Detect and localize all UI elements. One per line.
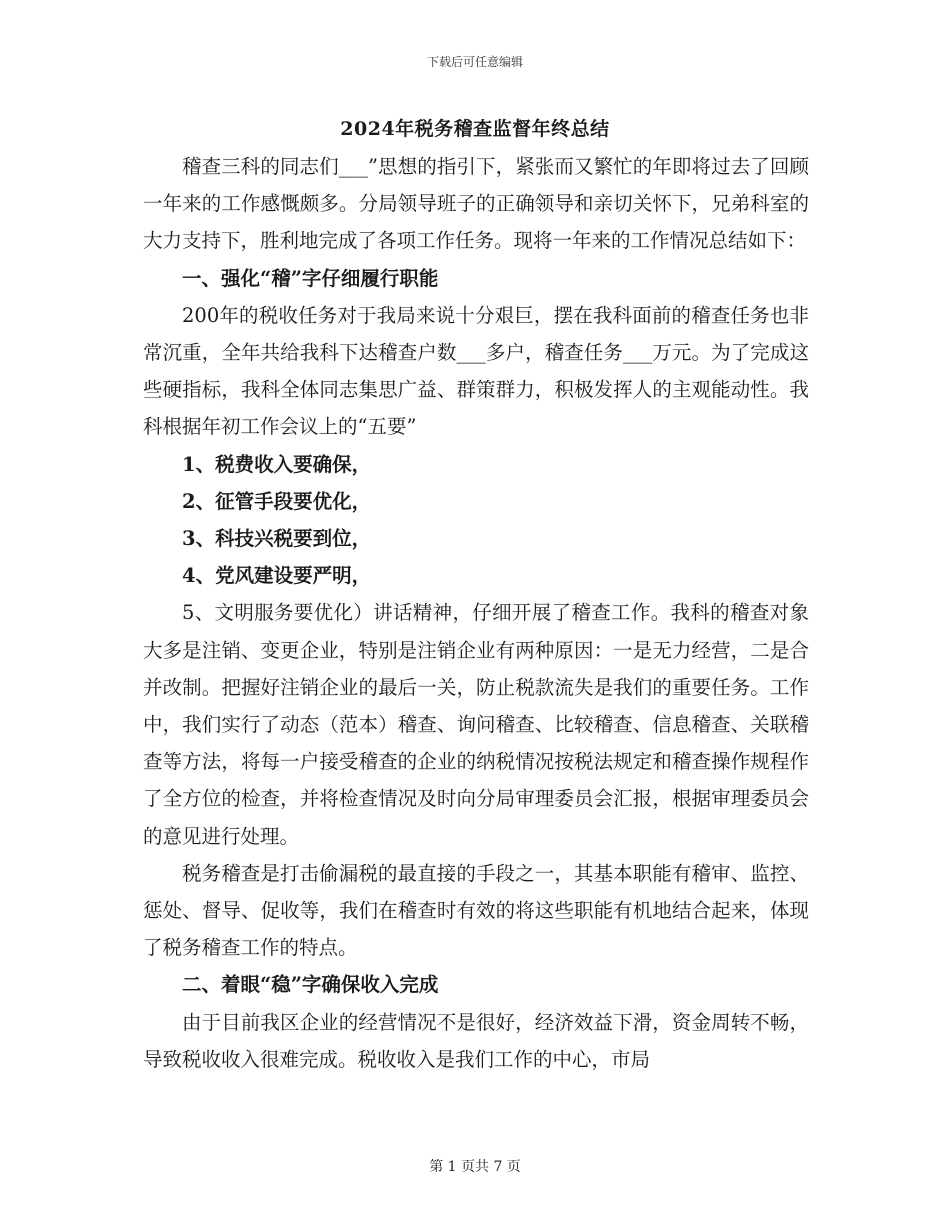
paragraph-functions: 税务稽查是打击偷漏税的最直接的手段之一，其基本职能有稽审、监控、惩处、督导、促收等，我们在稽查时有效的将这些职能有机地结合起来，体现了税务稽查工作的特点。 xyxy=(143,861,809,960)
document-body xyxy=(143,148,809,1078)
page-footer: 第 1 页共 7 页 xyxy=(429,1159,521,1175)
paragraph-task: 200年的税收任务对于我局来说十分艰巨，摆在我科面前的稽查任务也非常沉重，全年共给我科下达稽查户数___多户，稽查任务___万元。为了完成这些硬指标，我科全体同志集思广益、群策群力，积极发挥人的主观能动性。我科根据年初工作会议上的“五要” xyxy=(143,303,809,439)
paragraph-intro: 稽查三科的同志们___”思想的指引下，紧张而又繁忙的年即将过去了回顾一年来的工作感慨颇多。分局领导班子的正确领导和亲切关怀下，兄弟科室的大力支持下，胜利地完成了各项工作任务。现将一年来的工作情况总结如下： xyxy=(143,155,809,253)
paragraph-revenue: 由于目前我区企业的经营情况不是很好，经济效益下滑，资金周转不畅，导致税收收入很难完成。税收收入是我们工作的中心，市局 xyxy=(143,1010,809,1071)
list-item-2: 2、征管手段要优化， xyxy=(182,489,372,513)
list-item-4: 4、党风建设要严明， xyxy=(182,564,372,588)
list-item-1: 1、税费收入要确保， xyxy=(182,452,372,476)
section-heading-2: 二、着眼“稳”字确保收入完成 xyxy=(182,973,439,997)
list-item-3: 3、科技兴税要到位， xyxy=(182,527,372,551)
document-title: 2024年税务稽查监督年终总结 xyxy=(340,118,610,140)
page-header: 下载后可任意编辑 xyxy=(426,55,523,69)
paragraph-list-item-5: 5、文明服务要优化）讲话精神，仔细开展了稽查工作。我科的稽查对象大多是注销、变更企业，特别是注销企业有两种原因：一是无力经营，二是合并改制。把握好注销企业的最后一关，防止税款流失是我们的重要任务。工作中，我们实行了动态（范本）稽查、询问稽查、比较稽查、信息稽查、关联稽查等方法，将每一户接受稽查的企业的纳税情况按税法规定和稽查操作规程作了全方位的检查，并将检查情况及时向分局审理委员会汇报，根据审理委员会的意见进行处理。 xyxy=(143,601,809,848)
section-heading-1: 一、强化“稽”字仔细履行职能 xyxy=(182,266,439,290)
